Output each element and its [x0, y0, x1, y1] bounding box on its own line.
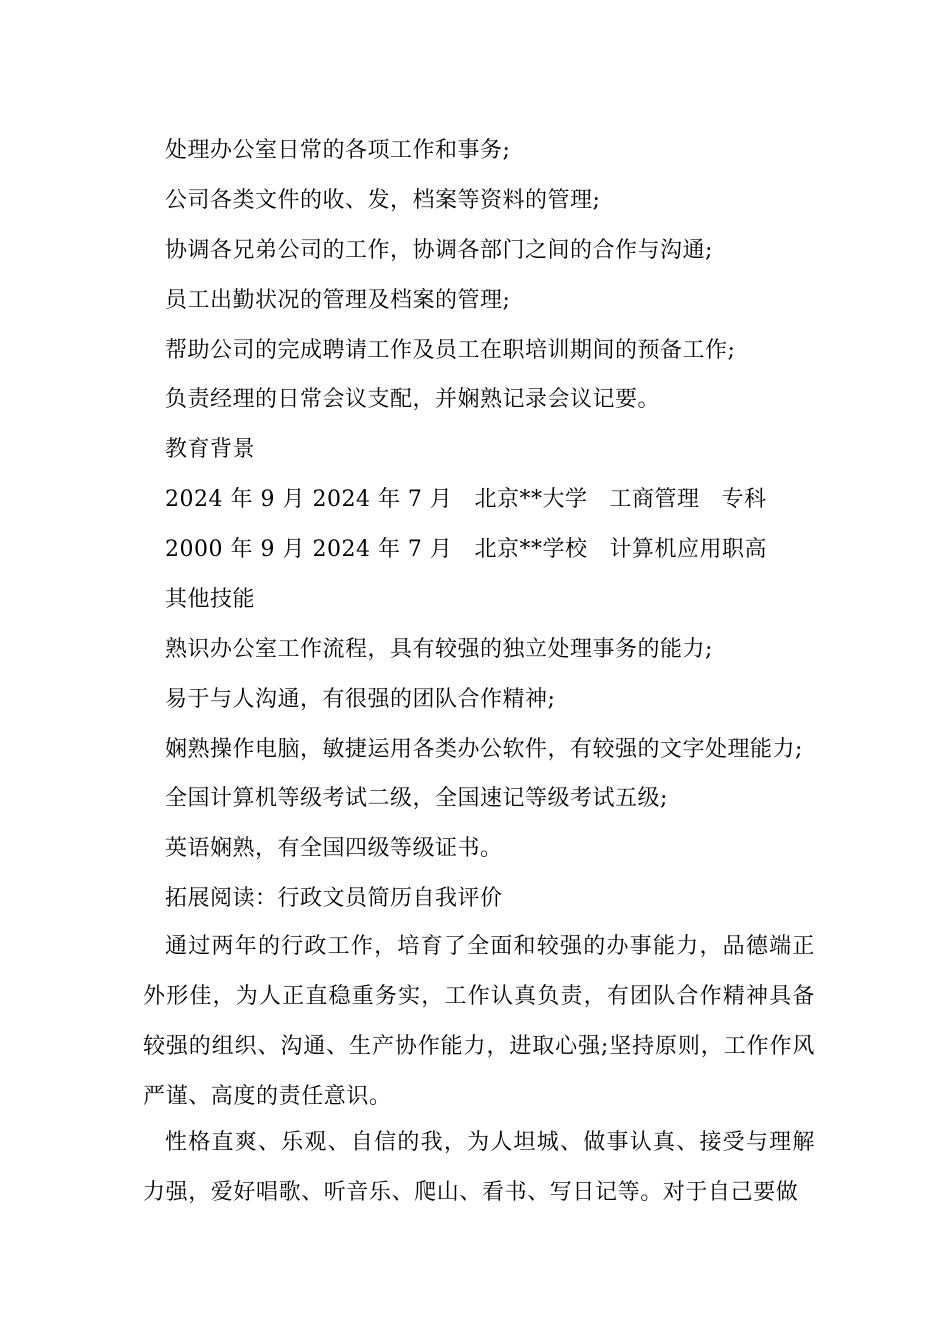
skill-line: 熟识办公室工作流程，具有较强的独立处理事务的能力;: [165, 637, 713, 662]
duty-line: 协调各兄弟公司的工作，协调各部门之间的合作与沟通;: [165, 238, 713, 263]
education-period: 2000 年 9 月 2024 年 7 月: [165, 537, 453, 562]
education-period: 2024 年 9 月 2024 年 7 月: [165, 487, 453, 512]
extended-reading-heading: 拓展阅读：行政文员简历自我评价: [165, 886, 503, 911]
education-school: 北京**大学: [474, 487, 588, 512]
education-major: 计算机应用职高: [609, 537, 767, 562]
skill-line: 易于与人沟通，有很强的团队合作精神;: [165, 687, 556, 712]
education-row: [165, 486, 766, 514]
education-major: 工商管理: [609, 487, 700, 512]
duty-line: 负责经理的日常会议支配，并娴熟记录会议记要。: [165, 387, 661, 412]
education-school: 北京**学校: [474, 537, 588, 562]
skills-heading: 其他技能: [165, 587, 256, 612]
duty-line: 处理办公室日常的各项工作和事务;: [165, 138, 511, 163]
skill-line: 娴熟操作电脑，敏捷运用各类办公软件，有较强的文字处理能力;: [165, 737, 803, 762]
duty-line: 帮助公司的完成聘请工作及员工在职培训期间的预备工作;: [165, 338, 736, 363]
duty-line: 公司各类文件的收、发，档案等资料的管理;: [165, 188, 601, 213]
skill-line: 全国计算机等级考试二级，全国速记等级考试五级;: [165, 786, 668, 811]
education-heading: 教育背景: [165, 437, 256, 462]
education-row: [165, 536, 767, 564]
self-evaluation-paragraph: 通过两年的行政工作，培育了全面和较强的办事能力，品德端正外形佳，为人正直稳重务实，工作认真负责，有团队合作精神具备较强的组织、沟通、生产协作能力，进取心强;坚持原则，工作作风严谨、高度的责任意识。: [143, 934, 815, 1109]
duty-line: 员工出勤状况的管理及档案的管理;: [165, 288, 511, 313]
self-evaluation-paragraph: 性格直爽、乐观、自信的我，为人坦城、做事认真、接受与理解力强，爱好唱歌、听音乐、爬山、看书、写日记等。对于自己要做: [143, 1130, 815, 1205]
skill-line: 英语娴熟，有全国四级等级证书。: [165, 836, 503, 861]
education-degree: 专科: [721, 487, 767, 512]
